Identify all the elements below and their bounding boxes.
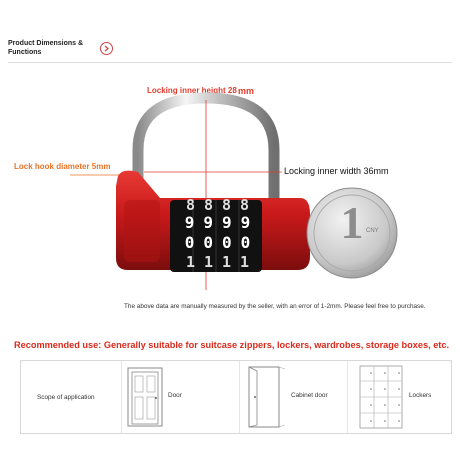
dial-row: 0000: [184, 233, 260, 252]
app-item-cabinet-door: Cabinet door: [291, 392, 328, 399]
column-divider: [347, 361, 348, 433]
scope-label: Scope of application: [37, 394, 95, 401]
column-divider: [239, 361, 240, 433]
coin-numeral: 1: [340, 197, 364, 248]
hook-diameter-label: Lock hook diameter 5mm: [14, 162, 111, 171]
recommended-use-heading: Recommended use: Generally suitable for suitcase zippers, lockers, wardrobes, storage boxes, etc.: [14, 340, 450, 350]
dial-digits: [170, 196, 262, 272]
application-table: [20, 360, 452, 434]
dial-row: 8888: [185, 196, 259, 214]
header-title: Product Dimensions & Functions: [8, 40, 84, 56]
dial-row: 9999: [184, 213, 260, 232]
inner-width-label: Locking inner width 36mm: [284, 166, 389, 176]
app-item-door: Door: [168, 392, 182, 399]
door-icon: [127, 367, 163, 427]
measurement-disclaimer: The above data are manually measured by the seller, with an error of 1-2mm. Please feel free to purchase.: [124, 303, 426, 310]
cabinet-door-icon: [247, 365, 287, 429]
dial-row: 1111: [185, 253, 259, 271]
app-item-lockers: Lockers: [409, 392, 432, 399]
lockers-icon: [359, 365, 403, 429]
inner-height-unit: mm: [238, 86, 255, 96]
inner-height-label: Locking inner height 28: [147, 86, 237, 95]
column-divider: [121, 361, 122, 433]
coin-text: CNY: [366, 228, 379, 234]
